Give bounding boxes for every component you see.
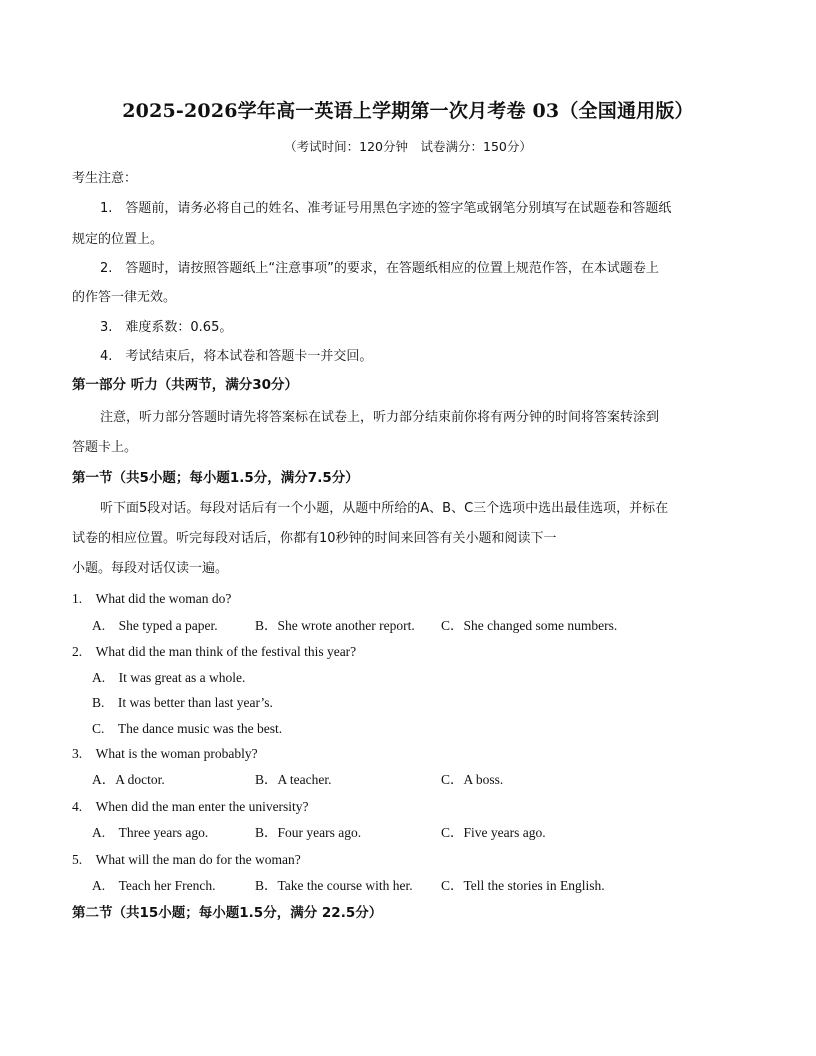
notice-line: 规定的位置上。 <box>72 232 164 247</box>
notice-header: 考生注意： <box>72 171 138 186</box>
question-3-option-a: A．A doctor. <box>92 772 165 787</box>
question-5: 5. What will the man do for the woman? <box>72 852 301 867</box>
question-2-option-b: B. It was better than last year’s. <box>92 695 273 710</box>
notice-line: 的作答一律无效。 <box>72 290 177 305</box>
question-4-option-c: C．Five years ago. <box>441 825 546 840</box>
page-title: 2025-2026学年高一英语上学期第一次月考卷 03（全国通用版） <box>122 100 694 122</box>
question-4: 4. When did the man enter the university? <box>72 799 309 814</box>
section1-instructions: 试卷的相应位置。听完每段对话后，你都有10秒钟的时间来回答有关小题和阅读下一 <box>72 531 557 546</box>
part1-note: 答题卡上。 <box>72 440 138 455</box>
section1-instructions: 听下面5段对话。每段对话后有一个小题，从题中所给的A、B、C三个选项中选出最佳选项，并标在 <box>100 501 669 516</box>
question-1-option-b: B．She wrote another report. <box>255 618 415 633</box>
question-2-option-a: A. It was great as a whole. <box>92 670 246 685</box>
question-2-option-c: C. The dance music was the best. <box>92 721 283 736</box>
question-1-option-c: C．She changed some numbers. <box>441 618 618 633</box>
question-1: 1. What did the woman do? <box>72 591 232 606</box>
question-5-option-c: C．Tell the stories in English. <box>441 878 605 893</box>
question-1-option-a: A. She typed a paper. <box>92 618 218 633</box>
question-5-option-b: B．Take the course with her. <box>255 878 413 893</box>
question-5-option-a: A. Teach her French. <box>92 878 216 893</box>
question-4-option-a: A. Three years ago. <box>92 825 209 840</box>
notice-line: 1. 答题前，请务必将自己的姓名、准考证号用黑色字迹的签字笔或钢笔分别填写在试题卷和答题纸 <box>100 201 672 216</box>
notice-line: 3. 难度系数：0.65。 <box>100 320 233 335</box>
section2-heading: 第二节（共15小题；每小题1.5分，满分 22.5分） <box>72 905 383 921</box>
question-4-option-b: B．Four years ago. <box>255 825 362 840</box>
part1-note: 注意，听力部分答题时请先将答案标在试卷上，听力部分结束前你将有两分钟的时间将答案转涂到 <box>100 410 660 425</box>
notice-line: 2. 答题时，请按照答题纸上“注意事项”的要求，在答题纸相应的位置上规范作答，在本试题卷上 <box>100 261 659 276</box>
notice-line: 4. 考试结束后，将本试卷和答题卡一并交回。 <box>100 349 373 364</box>
section1-heading: 第一节（共5小题；每小题1.5分，满分7.5分） <box>72 470 359 486</box>
question-3-option-b: B．A teacher. <box>255 772 332 787</box>
question-2: 2. What did the man think of the festival this year? <box>72 644 357 659</box>
part1-heading: 第一部分 听力（共两节，满分30分） <box>72 377 298 393</box>
exam-info: （考试时间：120分钟 试卷满分：150分） <box>284 139 532 154</box>
question-3: 3. What is the woman probably? <box>72 746 258 761</box>
question-3-option-c: C．A boss. <box>441 772 504 787</box>
section1-instructions: 小题。每段对话仅读一遍。 <box>72 561 229 576</box>
